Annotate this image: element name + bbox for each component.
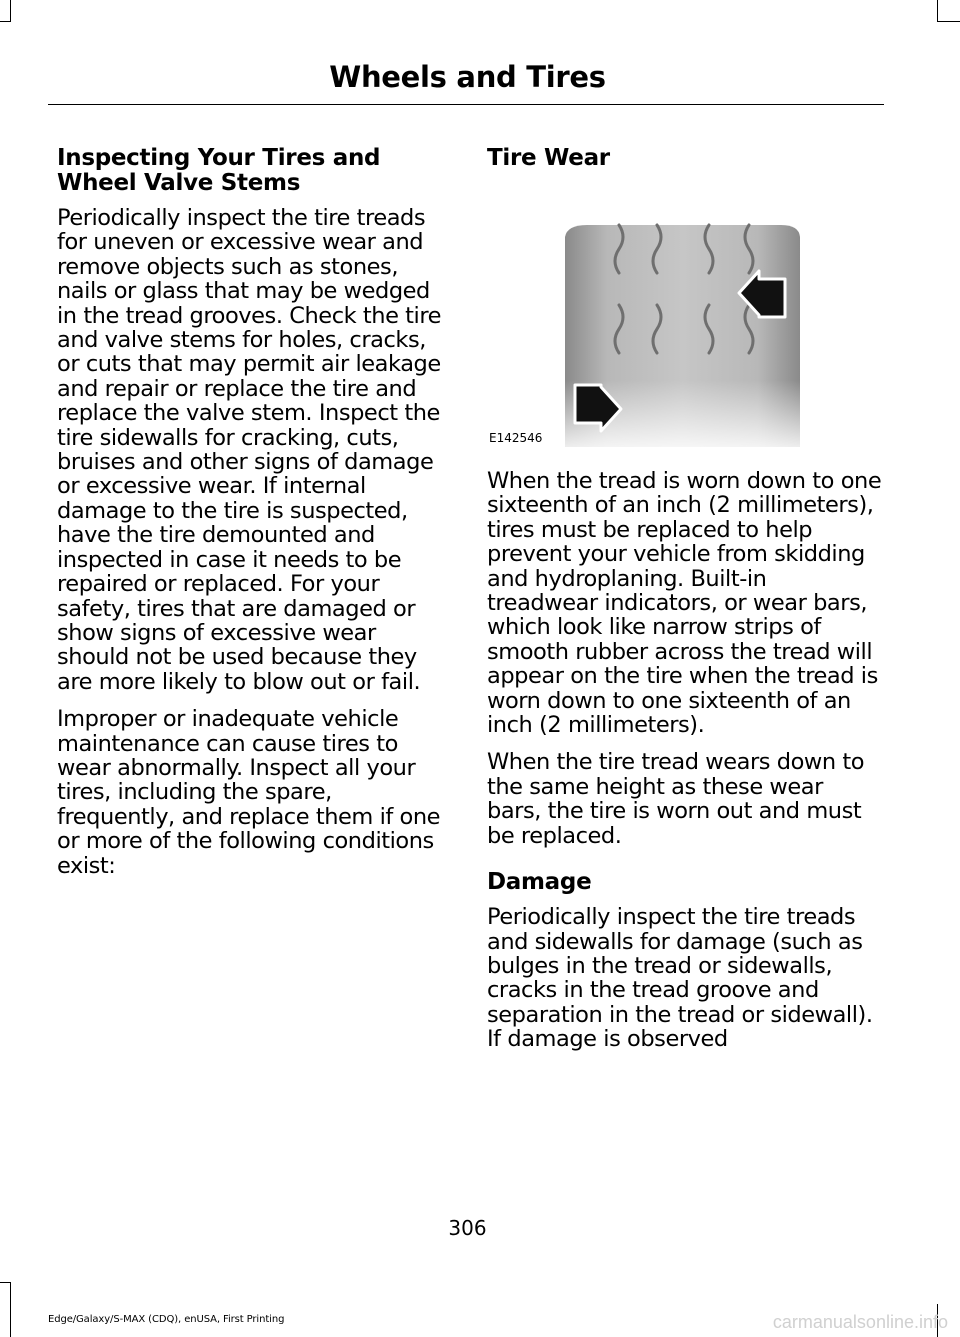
page-title: Wheels and Tires bbox=[329, 60, 606, 94]
crop-mark-top-left-v bbox=[10, 0, 11, 22]
paragraph-tread-worn: When the tread is worn down to one sixteenth of an inch (2 millimeters), tires must be replaced to help prevent your vehicle from skidding and hydroplaning. Built-in treadwear indicators, or wear bars, which look like narrow strips of smooth rubber across the tread will appear on the tire when the tread is worn down to one sixteenth of an inch (2 millimeters). bbox=[487, 468, 882, 739]
section-heading-damage: Damage bbox=[487, 869, 592, 896]
crop-mark-top-right-h bbox=[937, 21, 960, 22]
left-column bbox=[57, 146, 452, 891]
tire-tread-illustration bbox=[487, 185, 883, 447]
section-heading-tire-wear: Tire Wear bbox=[487, 145, 610, 171]
paragraph-maintenance: Improper or inadequate vehicle maintenance can cause tires to wear abnormally. Inspect all your tires, including the spare, frequently, and replace them if one or more of the following conditions exist: bbox=[57, 706, 441, 879]
paragraph-wear-bars: When the tire tread wears down to the same height as these wear bars, the tire is worn out and must be replaced. bbox=[487, 749, 865, 849]
tire-tread-svg bbox=[487, 185, 883, 447]
right-column bbox=[487, 146, 883, 1065]
crop-mark-bottom-left-v bbox=[10, 1282, 11, 1337]
crop-mark-top-left-h bbox=[0, 21, 11, 22]
figure-id: E142546 bbox=[489, 431, 543, 445]
paragraph-damage: Periodically inspect the tire treads and sidewalls for damage (such as bulges in the tread or sidewalls, cracks in the tread groove and separation in the tread or sidewall). If damage is observed bbox=[487, 904, 873, 1053]
page-number: 306 bbox=[448, 1216, 487, 1240]
crop-mark-top-right-v bbox=[937, 0, 938, 22]
paragraph-inspect: Periodically inspect the tire treads for uneven or excessive wear and remove objects such as stones, nails or glass that may be wedged in the tread grooves. Check the tire and valve stems for holes, cracks, or cuts that may permit air leakage and repair or replace the tire and replace the valve stem. Inspect the tire sidewalls for cracking, cuts, bruises and other signs of damage or excessive wear. If internal damage to the tire is suspected, have the tire demounted and inspected in case it needs to be repaired or replaced. For your safety, tires that are damaged or show signs of excessive wear should not be used because they are more likely to blow out or fail. bbox=[57, 205, 442, 695]
crop-mark-bottom-left-h bbox=[0, 1282, 11, 1283]
section-heading-inspecting: Inspecting Your Tires and Wheel Valve Stems bbox=[57, 145, 381, 196]
edition-footer: Edge/Galaxy/S-MAX (CDQ), enUSA, First Printing bbox=[48, 1314, 285, 1325]
watermark: carmanualsonline.info bbox=[772, 1312, 948, 1332]
header-rule bbox=[48, 104, 884, 105]
